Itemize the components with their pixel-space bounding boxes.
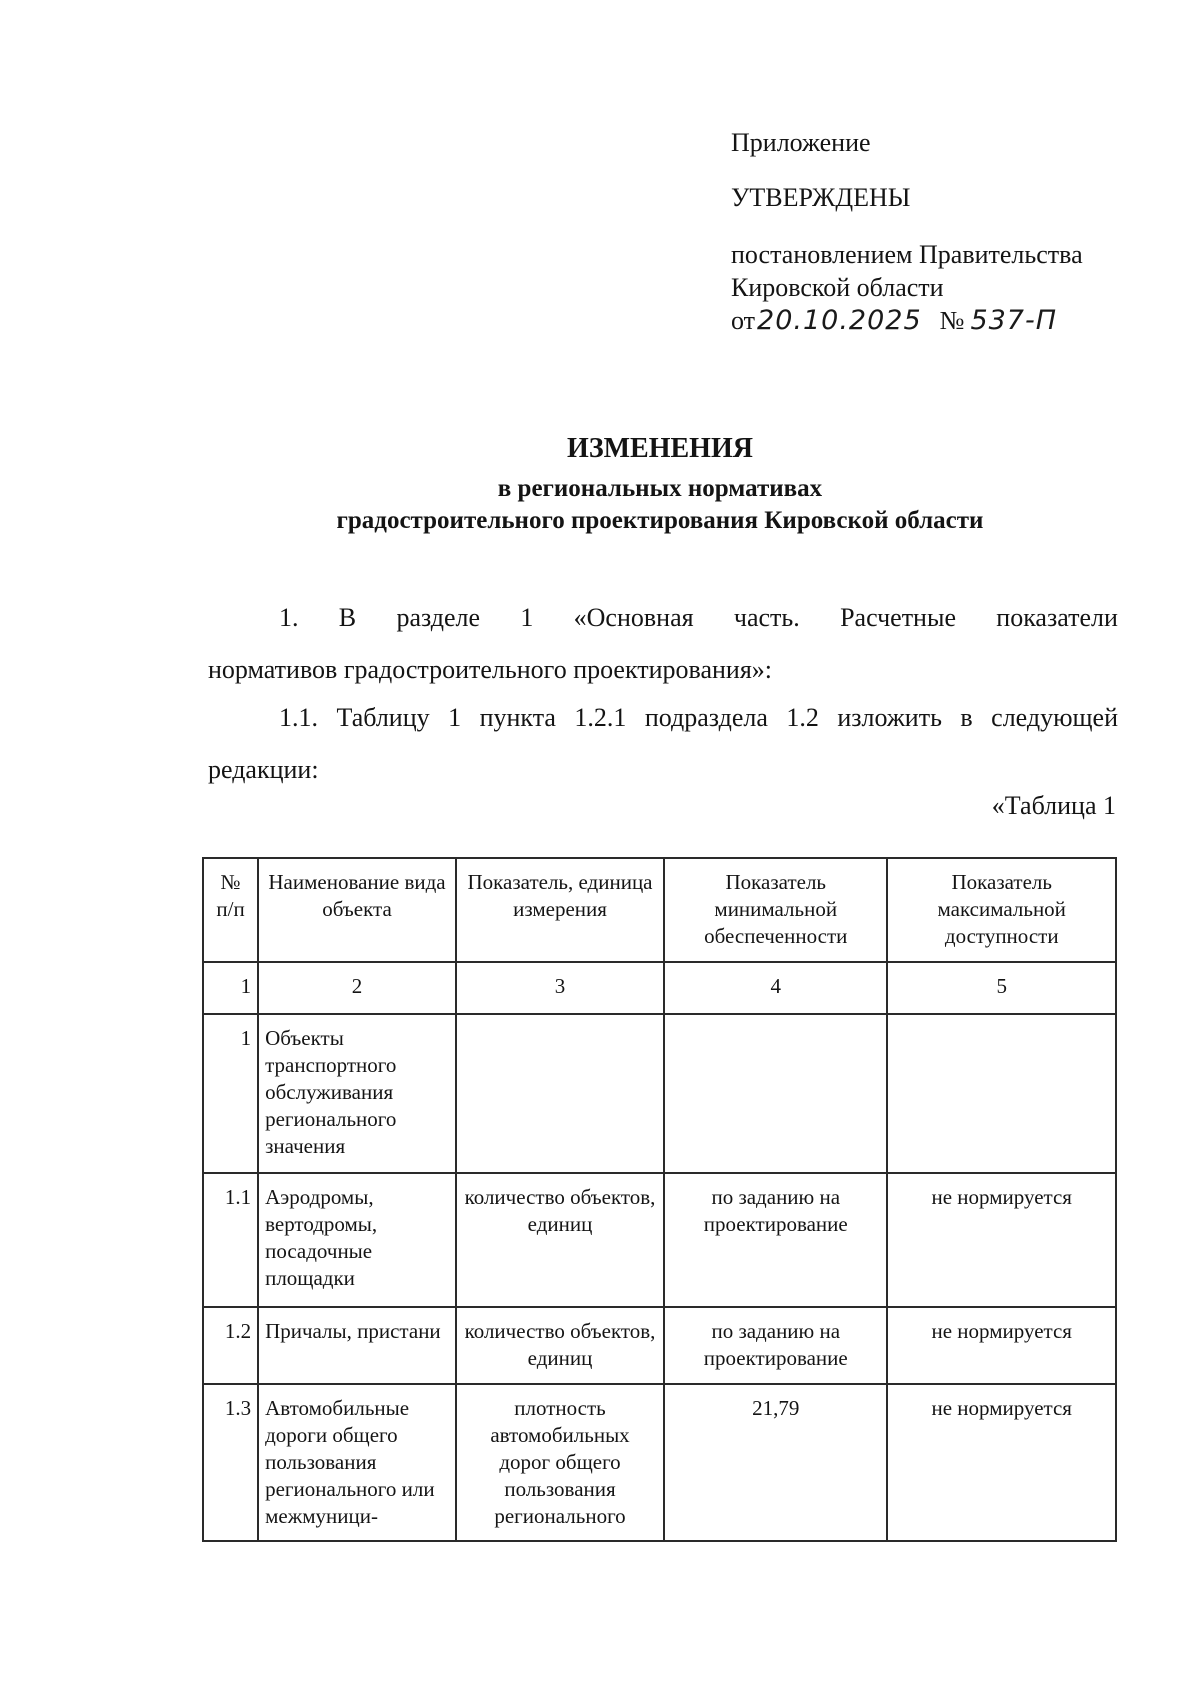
- max-accessibility-cell: не нормируется: [887, 1307, 1116, 1384]
- word: 1.1.: [279, 703, 318, 732]
- word: разделе: [396, 603, 481, 632]
- paragraph-1: [208, 592, 1118, 696]
- paragraph-2-first-line: [208, 692, 1118, 744]
- unit-cell: количество объектов, единиц: [456, 1307, 664, 1384]
- header-cell: Наименование вида объекта: [258, 858, 456, 962]
- row-number: 1.1: [203, 1173, 258, 1307]
- object-name: Причалы, пристани: [258, 1307, 456, 1384]
- table-label: «Таблица 1: [991, 791, 1116, 820]
- max-accessibility-cell: не нормируется: [887, 1384, 1116, 1541]
- column-number-cell: 4: [664, 962, 887, 1014]
- row-number: 1.2: [203, 1307, 258, 1384]
- table-row: [203, 1173, 1116, 1307]
- word: показатели: [996, 603, 1118, 632]
- handwritten-number: 537-П: [970, 305, 1058, 336]
- word: Расчетные: [840, 603, 956, 632]
- max-accessibility-cell: не нормируется: [887, 1173, 1116, 1307]
- column-number-cell: 5: [887, 962, 1116, 1014]
- column-number-cell: 1: [203, 962, 258, 1014]
- column-number-cell: 2: [258, 962, 456, 1014]
- word: следующей: [991, 703, 1118, 732]
- from-prefix: от: [731, 306, 756, 335]
- approval-line-2: Кировской области: [731, 273, 944, 302]
- paragraph-2-continuation: редакции:: [208, 755, 319, 784]
- word: 1.2: [786, 703, 819, 732]
- header-cell: Показатель минимальной обеспеченности: [664, 858, 887, 962]
- word: Таблицу: [336, 703, 430, 732]
- word: пункта: [479, 703, 556, 732]
- norms-table: [202, 857, 1117, 1542]
- appendix-label: Приложение: [731, 128, 871, 157]
- table-header-row: [203, 858, 1116, 962]
- approved-label: УТВЕРЖДЕНЫ: [731, 183, 911, 212]
- handwritten-date: 20.10.2025: [757, 305, 922, 336]
- header-cell: Показатель, единица измерения: [456, 858, 664, 962]
- header-cell: Показатель максимальной доступности: [887, 858, 1116, 962]
- unit-cell: [456, 1014, 664, 1173]
- header-cell: № п/п: [203, 858, 258, 962]
- unit-cell: количество объектов, единиц: [456, 1173, 664, 1307]
- column-number-cell: 3: [456, 962, 664, 1014]
- word: 1: [520, 603, 534, 632]
- word: в: [960, 703, 973, 732]
- row-number: 1: [203, 1014, 258, 1173]
- number-prefix: №: [939, 306, 965, 335]
- word: 1: [448, 703, 462, 732]
- object-name: Объекты транспортного обслуживания регионального значения: [258, 1014, 456, 1173]
- document-title: ИЗМЕНЕНИЯ: [567, 433, 753, 464]
- approval-line-1: постановлением Правительства: [731, 240, 1083, 269]
- paragraph-1-first-line: [208, 592, 1118, 644]
- column-number-row: [203, 962, 1116, 1014]
- min-provision-cell: 21,79: [664, 1384, 887, 1541]
- approval-block: [731, 126, 1083, 337]
- unit-cell: плотность автомобильных дорог общего пользования регионального: [456, 1384, 664, 1541]
- date-number-line: [731, 304, 1083, 337]
- object-name: Автомобильные дороги общего пользования регионального или межмуници-: [258, 1384, 456, 1541]
- table-row: [203, 1384, 1116, 1541]
- word: 1.: [279, 603, 299, 632]
- object-name: Аэродромы, вертодромы, посадочные площадки: [258, 1173, 456, 1307]
- min-provision-cell: по заданию на проектирование: [664, 1307, 887, 1384]
- paragraph-1-continuation: нормативов градостроительного проектирования»:: [208, 655, 773, 684]
- word: часть.: [733, 603, 800, 632]
- document-subtitle-2: градостроительного проектирования Кировской области: [336, 507, 984, 534]
- table-row: [203, 1014, 1116, 1173]
- min-provision-cell: по заданию на проектирование: [664, 1173, 887, 1307]
- max-accessibility-cell: [887, 1014, 1116, 1173]
- word: изложить: [837, 703, 942, 732]
- word: подраздела: [644, 703, 768, 732]
- document-subtitle-1: в региональных нормативах: [497, 475, 823, 502]
- min-provision-cell: [664, 1014, 887, 1173]
- word: «Основная: [573, 603, 694, 632]
- row-number: 1.3: [203, 1384, 258, 1541]
- paragraph-2: [208, 692, 1118, 796]
- word: В: [338, 603, 357, 632]
- word: 1.2.1: [574, 703, 627, 732]
- table-row: [203, 1307, 1116, 1384]
